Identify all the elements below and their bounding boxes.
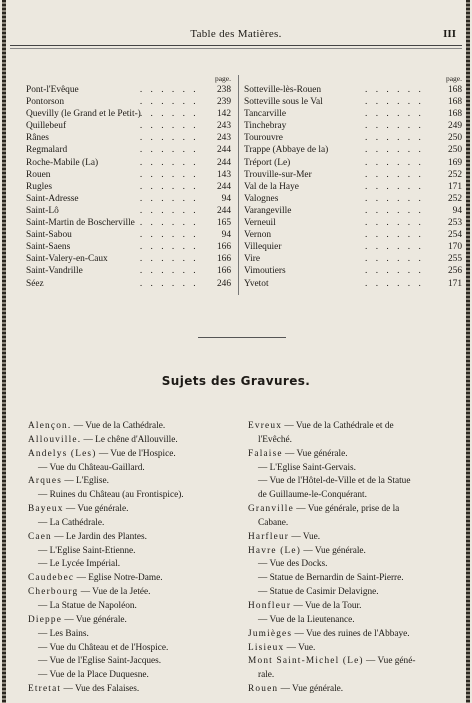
toc-entry-page: 253	[447, 218, 462, 229]
running-title: Table des Matières.	[190, 28, 282, 40]
gravure-place: Alençon.	[28, 421, 72, 431]
gravure-entry	[248, 572, 460, 586]
toc-entry	[244, 193, 464, 205]
leader-dots: . . . . . .	[139, 169, 199, 180]
leader-dots: . . . . . .	[139, 181, 199, 192]
toc-entry-page: 168	[447, 109, 462, 120]
toc-entry-page: 142	[216, 109, 231, 120]
toc-entry-name: Saint-Martin de Boscherville	[26, 218, 135, 229]
gravure-entry	[248, 420, 460, 434]
toc-entry-page: 255	[447, 254, 462, 265]
toc-entry-page: 250	[447, 133, 462, 144]
gravure-entry	[28, 572, 240, 586]
gravures-column-left	[28, 420, 240, 697]
gravure-description: — Vue des Falaises.	[61, 684, 140, 695]
toc-entry	[26, 181, 233, 193]
gravure-entry	[248, 448, 460, 462]
gravure-place: Rouen	[248, 684, 279, 695]
toc-entry-name: Regmalard	[26, 145, 68, 156]
gravure-description: l'Evêché.	[258, 434, 292, 445]
gravure-description: rale.	[258, 670, 275, 681]
toc-entry	[26, 265, 233, 277]
leader-dots: . . . . . .	[139, 254, 199, 265]
leader-dots: . . . . . .	[139, 205, 199, 216]
gravure-description: — Vue de l'Eglise Saint-Jacques.	[38, 656, 162, 667]
gravure-description: — L'Eglise Saint-Etienne.	[38, 545, 136, 556]
toc-entry	[26, 84, 233, 96]
gravure-description: — Vue de l'Hospice.	[96, 448, 176, 459]
leader-dots: . . . . . .	[139, 157, 199, 168]
section-separator	[198, 337, 286, 338]
gravure-entry	[248, 642, 460, 656]
gravure-entry	[28, 586, 240, 600]
gravure-place: Caudebec	[28, 573, 75, 584]
toc-entry	[26, 120, 233, 132]
toc-entry-page: 94	[221, 193, 231, 204]
leader-dots: . . . . . .	[139, 230, 199, 241]
leader-dots: . . . . . .	[139, 218, 199, 229]
gravure-description: — Vue des Docks.	[258, 559, 328, 570]
gravure-entry	[248, 517, 460, 531]
toc-entry-name: Rugles	[26, 181, 53, 192]
gravure-entry	[248, 628, 460, 642]
toc-entry-page: 166	[216, 266, 231, 277]
toc-entry-name: Valognes	[244, 193, 279, 204]
gravure-entry	[248, 586, 460, 600]
toc-entry-page: 252	[447, 193, 462, 204]
toc-entry	[244, 84, 464, 96]
toc-column-right	[244, 75, 464, 290]
toc-entry-name: Yvetot	[244, 278, 269, 289]
toc-entry-page: 250	[447, 145, 462, 156]
gravure-entry	[248, 545, 460, 559]
gravure-entry	[248, 683, 460, 697]
toc-entry	[26, 169, 233, 181]
leader-dots: . . . . . .	[139, 85, 199, 95]
leader-dots: . . . . . .	[365, 205, 424, 216]
gravure-description: — Le Lycée Impérial.	[38, 559, 121, 570]
gravure-entry	[248, 600, 460, 614]
leader-dots: . . . . . .	[365, 242, 424, 253]
gravure-entry	[28, 475, 240, 489]
leader-dots: . . . . . .	[139, 121, 199, 132]
toc-entry-name: Tinchebray	[244, 121, 287, 132]
toc-entry	[244, 169, 464, 181]
toc-entry-name: Saint-Saens	[26, 242, 71, 253]
toc-entry-name: Tourouvre	[244, 133, 283, 144]
toc-entry-page: 239	[216, 97, 231, 108]
gravure-entry	[28, 669, 240, 683]
gravure-entry	[248, 531, 460, 545]
toc-entry-name: Saint-Valery-en-Caux	[26, 254, 108, 265]
toc-entry-name: Rouen	[26, 169, 51, 180]
toc-entry-name: Pontorson	[26, 97, 65, 108]
toc-entry	[26, 96, 233, 108]
gravure-place: Havre (Le)	[248, 545, 302, 556]
gravure-description: — Vue.	[289, 531, 321, 542]
gravure-place: Etretat	[28, 684, 62, 695]
toc-entry-name: Varangeville	[244, 205, 292, 216]
toc-entry-page: 170	[447, 242, 462, 253]
toc-entry-page: 169	[447, 157, 462, 168]
toc-entry-page: 143	[216, 169, 231, 180]
toc-entry	[244, 120, 464, 132]
toc-entry	[244, 229, 464, 241]
toc-entry	[244, 181, 464, 193]
gravure-entry	[248, 614, 460, 628]
gravure-place: Dieppe	[28, 614, 63, 625]
toc-entry-page: 168	[447, 85, 462, 95]
gravure-description: — Vue de la Lieutenance.	[258, 614, 355, 625]
page-column-label: page.	[214, 74, 231, 83]
gravure-description: — Vue de la Jetée.	[78, 587, 151, 598]
toc-entry-name: Sotteville sous le Val	[244, 97, 323, 108]
gravure-entry	[28, 462, 240, 476]
toc-entry-page: 243	[216, 133, 231, 144]
toc-entry	[244, 265, 464, 277]
toc-entry-name: Saint-Sabou	[26, 230, 72, 241]
gravure-description: — Vue de la Cathédrale.	[71, 421, 166, 431]
gravure-entry	[28, 683, 240, 697]
toc-entry-name: Saint-Vandrille	[26, 266, 83, 277]
gravure-description: — Les Bains.	[38, 628, 89, 639]
toc-entry-page: 168	[447, 97, 462, 108]
gravure-description: — Vue géné-	[363, 656, 416, 667]
gravure-place: Honfleur	[248, 600, 292, 611]
leader-dots: . . . . . .	[139, 145, 199, 156]
gravure-entry	[28, 489, 240, 503]
toc-entry-name: Vire	[244, 254, 261, 265]
toc-entry-name: Vimoutiers	[244, 266, 286, 277]
gravure-description: — Statue de Casimir Delavigne.	[258, 587, 379, 598]
gravure-description: — L'Eglise Saint-Gervais.	[258, 462, 356, 473]
toc-entry-page: 249	[447, 121, 462, 132]
page-border-right	[466, 0, 470, 703]
gravure-entry	[248, 489, 460, 503]
gravure-entry	[28, 642, 240, 656]
gravure-entry	[28, 628, 240, 642]
toc-entry-page: 94	[221, 230, 231, 241]
toc-entry-name: Verneuil	[244, 218, 276, 229]
gravure-entry	[248, 558, 460, 572]
gravure-entry	[248, 462, 460, 476]
leader-dots: . . . . . .	[365, 254, 424, 265]
gravure-description: — L'Eglise.	[62, 476, 109, 487]
toc-entry	[26, 278, 233, 290]
running-header	[10, 28, 462, 44]
toc-entry-name: Saint-Adresse	[26, 193, 79, 204]
toc-entry	[26, 144, 233, 156]
gravure-place: Andelys (Les)	[28, 448, 97, 459]
toc-entry-name: Trappe (Abbaye de la)	[244, 145, 329, 156]
gravure-place: Harfleur	[248, 531, 290, 542]
toc-entry	[26, 205, 233, 217]
toc-entry	[26, 217, 233, 229]
leader-dots: . . . . . .	[365, 109, 424, 120]
toc-entry-name: Vernon	[244, 230, 272, 241]
gravure-entry	[248, 655, 460, 669]
gravure-place: Lisieux	[248, 642, 285, 653]
leader-dots: . . . . . .	[365, 85, 424, 95]
toc-entry	[244, 144, 464, 156]
gravure-entry	[28, 420, 240, 434]
leader-dots: . . . . . .	[139, 242, 199, 253]
gravure-entry	[28, 434, 240, 448]
gravure-place: Falaise	[248, 448, 283, 459]
toc-entry-page: 244	[216, 181, 231, 192]
leader-dots: . . . . . .	[139, 278, 199, 289]
gravure-description: — Ruines du Château (au Frontispice).	[38, 490, 184, 501]
gravure-entry	[248, 669, 460, 683]
gravure-description: — Vue du Château et de l'Hospice.	[38, 642, 169, 653]
toc-entry-page: 166	[216, 254, 231, 265]
toc-entry-page: 238	[216, 85, 231, 95]
gravure-entry	[28, 545, 240, 559]
toc-entry	[26, 132, 233, 144]
toc-entry	[244, 108, 464, 120]
leader-dots: . . . . . .	[139, 97, 199, 108]
leader-dots: . . . . . .	[365, 218, 424, 229]
gravure-description: — Vue générale.	[278, 684, 344, 695]
leader-dots: . . . . . .	[139, 133, 199, 144]
toc-entry-name: Saint-Lô	[26, 205, 59, 216]
gravure-description: — Vue.	[284, 642, 316, 653]
toc-entry-page: 166	[216, 242, 231, 253]
leader-dots: . . . . . .	[365, 145, 424, 156]
gravure-description: — Vue générale.	[62, 614, 127, 625]
gravure-description: — La Statue de Napoléon.	[38, 600, 137, 611]
gravure-description: — Vue de l'Hôtel-de-Ville et de la Statue	[258, 476, 411, 487]
toc-entry-page: 171	[447, 278, 462, 289]
gravure-place: Jumièges	[248, 628, 293, 639]
gravures-column-right	[248, 420, 460, 697]
leader-dots: . . . . . .	[365, 121, 424, 132]
gravure-entry	[28, 558, 240, 572]
gravure-description: de Guillaume-le-Conquérant.	[258, 490, 367, 501]
header-rule-secondary	[10, 48, 462, 49]
gravure-entry	[28, 517, 240, 531]
toc-entry-name: Séez	[26, 278, 44, 289]
gravure-description: — Vue de la Tour.	[291, 600, 362, 611]
toc-entry	[26, 241, 233, 253]
gravure-description: — Vue du Château-Gaillard.	[38, 462, 145, 473]
toc-entry-page: 256	[447, 266, 462, 277]
gravure-place: Arques	[28, 476, 63, 487]
toc-entry	[244, 132, 464, 144]
gravure-description: — Vue générale, prise de la	[293, 504, 400, 515]
gravure-entry	[28, 655, 240, 669]
toc-entry	[244, 253, 464, 265]
leader-dots: . . . . . .	[365, 157, 424, 168]
toc-entry-page: 165	[216, 218, 231, 229]
toc-entry	[244, 96, 464, 108]
gravure-place: Cherbourg	[28, 587, 79, 598]
leader-dots: . . . . . .	[365, 181, 424, 192]
toc-entry-name: Quillebeuf	[26, 121, 67, 132]
leader-dots: . . . . . .	[365, 169, 424, 180]
toc-column-left	[26, 75, 233, 290]
toc-entry-name: Roche-Mabile (La)	[26, 157, 99, 168]
leader-dots: . . . . . .	[365, 230, 424, 241]
leader-dots: . . . . . .	[139, 266, 199, 277]
gravure-description: — Vue de la Cathédrale et de	[282, 421, 394, 431]
gravure-entry	[28, 448, 240, 462]
gravure-place: Evreux	[248, 421, 283, 431]
section-title: Sujets des Gravures.	[161, 374, 311, 388]
gravure-description: — Vue générale.	[282, 448, 348, 459]
gravure-place: Allouville.	[28, 434, 82, 445]
leader-dots: . . . . . .	[365, 133, 424, 144]
gravure-description: — Vue de la Place Duquesne.	[38, 670, 149, 681]
page-column-label: page.	[445, 74, 462, 83]
gravure-place: Caen	[28, 531, 52, 542]
toc-entry	[26, 108, 233, 120]
gravure-description: Cabane.	[258, 517, 289, 528]
gravure-place: Granville	[248, 504, 294, 515]
toc-entry	[244, 205, 464, 217]
toc-entry-name: Rânes	[26, 133, 49, 144]
leader-dots: . . . . . .	[139, 109, 199, 120]
toc-entry-name: Quevilly (le Grand et le Petit-)	[26, 109, 141, 120]
toc-entry	[244, 217, 464, 229]
gravure-description: — Le Jardin des Plantes.	[51, 531, 147, 542]
toc-entry-page: 171	[447, 181, 462, 192]
gravure-description: — Vue générale.	[63, 504, 129, 515]
leader-dots: . . . . . .	[365, 97, 424, 108]
column-divider	[238, 75, 239, 295]
gravure-description: — La Cathédrale.	[38, 517, 105, 528]
toc-entry-name: Tancarville	[244, 109, 287, 120]
gravure-entry	[248, 503, 460, 517]
toc-entry-page: 244	[216, 145, 231, 156]
page-border-left	[2, 0, 6, 703]
toc-entry-name: Val de la Haye	[244, 181, 299, 192]
leader-dots: . . . . . .	[365, 278, 424, 289]
page	[10, 0, 462, 703]
toc-entry-name: Sotteville-lès-Rouen	[244, 85, 322, 95]
gravure-entry	[28, 600, 240, 614]
page-number: III	[443, 28, 456, 40]
toc-entry-page: 254	[447, 230, 462, 241]
gravure-description: — Vue générale.	[301, 545, 366, 556]
toc-entry	[244, 241, 464, 253]
toc-entry-name: Trouville-sur-Mer	[244, 169, 312, 180]
gravure-entry	[28, 503, 240, 517]
gravure-description: — Statue de Bernardin de Saint-Pierre.	[258, 573, 404, 584]
header-rule	[10, 45, 462, 46]
toc-entry-name: Pont-l'Evêque	[26, 85, 79, 95]
toc-entry	[244, 278, 464, 290]
gravure-place: Mont Saint-Michel (Le)	[248, 656, 364, 667]
gravure-description: — Eglise Notre-Dame.	[74, 573, 163, 584]
gravure-entry	[248, 475, 460, 489]
toc-entry	[26, 157, 233, 169]
toc-entry-name: Villequier	[244, 242, 282, 253]
gravure-description: — Le chêne d'Allouville.	[81, 434, 178, 445]
toc-entry-page: 252	[447, 169, 462, 180]
leader-dots: . . . . . .	[139, 193, 199, 204]
leader-dots: . . . . . .	[365, 193, 424, 204]
leader-dots: . . . . . .	[365, 266, 424, 277]
gravure-description: — Vue des ruines de l'Abbaye.	[292, 628, 410, 639]
gravure-entry	[248, 434, 460, 448]
toc-entry-page: 243	[216, 121, 231, 132]
toc-entry-page: 94	[452, 205, 462, 216]
gravure-entry	[28, 531, 240, 545]
toc-entry-name: Tréport (Le)	[244, 157, 291, 168]
toc-entry	[244, 157, 464, 169]
toc-entry	[26, 253, 233, 265]
toc-entry	[26, 229, 233, 241]
gravure-entry	[28, 614, 240, 628]
toc-entry-page: 244	[216, 205, 231, 216]
toc-entry-page: 246	[216, 278, 231, 289]
toc-entry-page: 244	[216, 157, 231, 168]
toc-entry	[26, 193, 233, 205]
gravure-place: Bayeux	[28, 504, 64, 515]
